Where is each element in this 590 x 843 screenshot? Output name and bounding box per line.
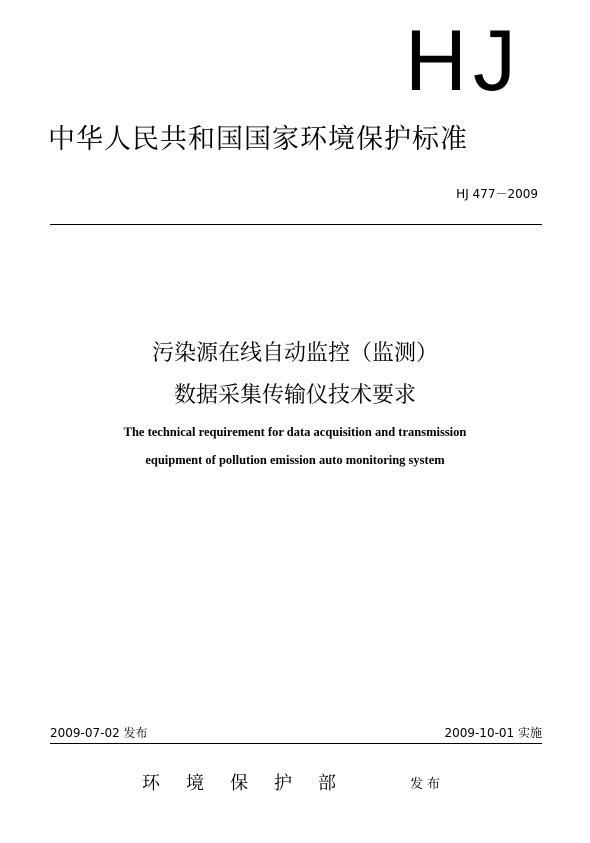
standard-number: HJ 477－2009	[456, 187, 538, 201]
english-title-line-2: equipment of pollution emission auto monitoring system	[145, 453, 445, 467]
publisher-name: 环境保护部	[142, 773, 362, 794]
hj-logo: HJ	[404, 13, 522, 109]
issue-date: 2009-07-02 发布	[50, 726, 148, 740]
chinese-title-line-2: 数据采集传输仪技术要求	[173, 383, 416, 408]
standard-category: 中华人民共和国国家环境保护标准	[48, 124, 468, 155]
english-title-line-1: The technical requirement for data acquisition and transmission	[123, 425, 467, 439]
publish-suffix: 发布	[410, 777, 445, 792]
bottom-divider	[50, 743, 542, 744]
chinese-title-line-1: 污染源在线自动监控（监测）	[151, 341, 438, 366]
implementation-date: 2009-10-01 实施	[444, 726, 542, 740]
top-divider	[50, 224, 542, 225]
